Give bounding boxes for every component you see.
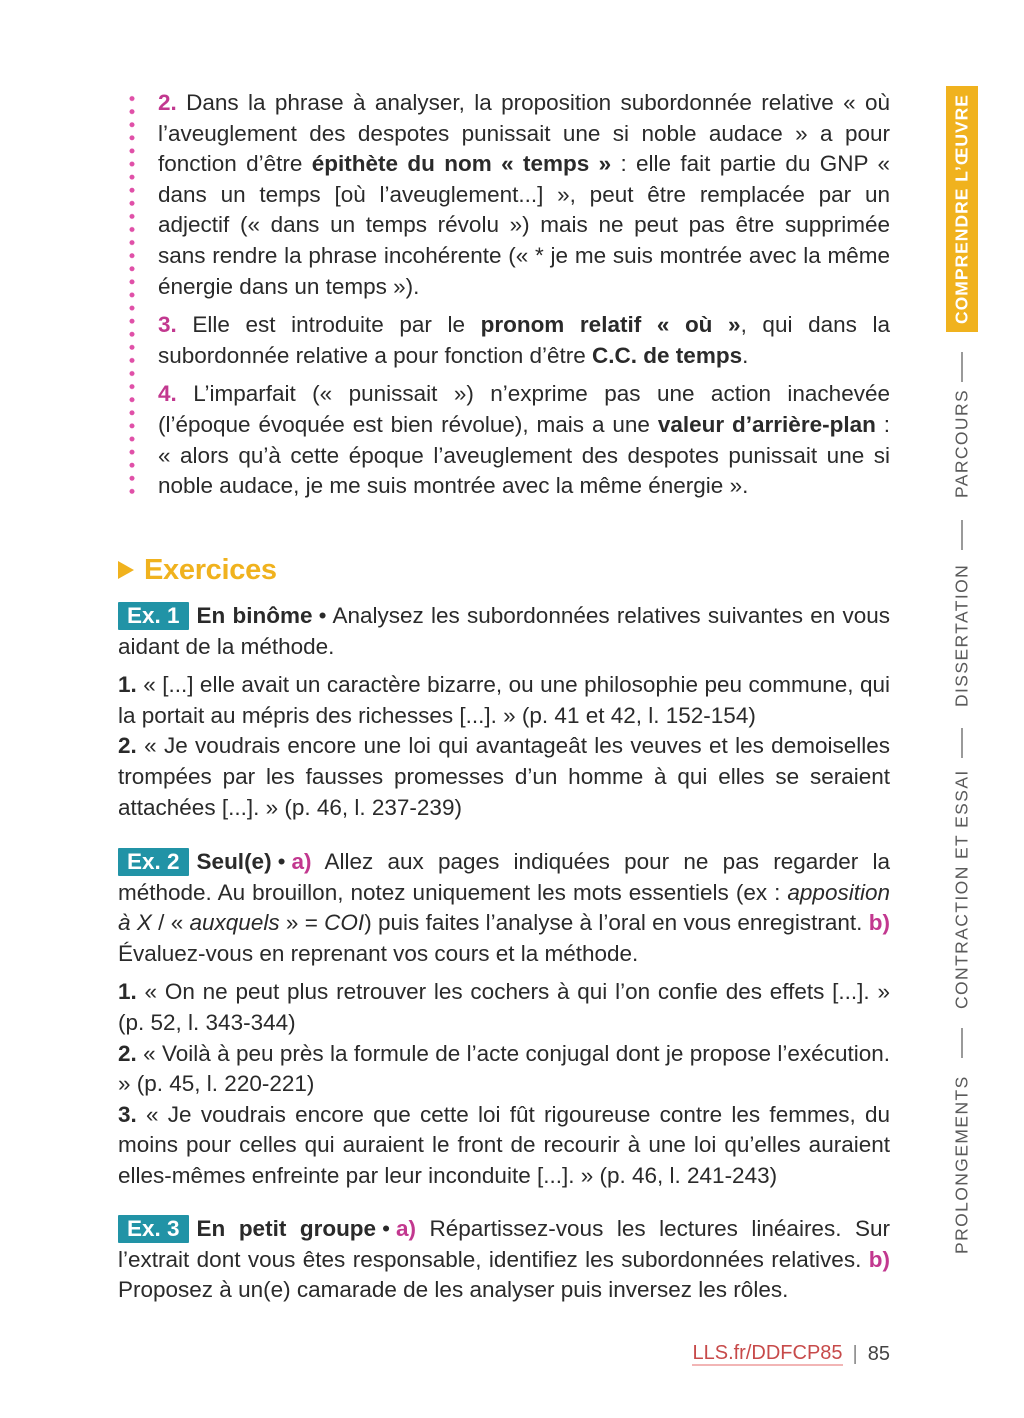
answer-number: 3. [158, 312, 177, 338]
exercise-mode: Seul(e) [196, 849, 272, 874]
exercise-mode: En binôme [196, 603, 313, 628]
exercise-instruction [118, 847, 890, 969]
dotted-rule [128, 92, 136, 500]
instruction-text: Proposez à un(e) camarade de les analyser puis inversez les rôles. [118, 1277, 789, 1303]
answer-item [158, 379, 890, 501]
bullet: • [277, 849, 286, 874]
answer-text: Dans la phrase à analyser, la proposition subordonnée relative « où l’aveuglement des despotes punissait une si noble audace » a pour fonction d’être [158, 90, 890, 177]
answer-item [158, 310, 890, 371]
item-text: « Je voudrais encore que cette loi fût rigoureuse contre les femmes, du moins pour celles qui auraient le front de recourir à une loi qu’elles auraient elles-mêmes enfreinte par leur inconduite [...]. » (p. 46, l. 241-243) [118, 1101, 890, 1188]
answer-number: 4. [158, 381, 177, 407]
footer-separator: | [852, 1342, 858, 1365]
instruction-text: Répartissez-vous les lectures linéaires. Sur l’extrait dont vous êtes responsable, identifiez les subordonnées relatives. [118, 1216, 890, 1272]
instruction-text: » = [279, 910, 325, 936]
item-text: « Je voudrais encore une loi qui avantageât les veuves et les demoiselles trompées par les fausses promesses d’un homme à qui elles se seraient attachées [...]. » (p. 46, l. 237-239) [118, 733, 890, 820]
exercise-item [118, 977, 890, 1038]
answer-bold-text: épithète du nom « temps » [311, 151, 612, 177]
instruction-text: / « [151, 910, 190, 936]
step-b-label: b) [868, 1246, 890, 1272]
item-number: 1. [118, 979, 137, 1005]
step-a-label: a) [291, 849, 312, 874]
side-nav-divider [961, 352, 963, 382]
item-text: « On ne peut plus retrouver les cochers à qui l’on confie des effets [...]. » (p. 52, l. 343-344) [118, 979, 890, 1035]
exercise-1 [118, 601, 890, 823]
item-number: 3. [118, 1101, 137, 1127]
exercise-item [118, 670, 890, 731]
item-text: « Voilà à peu près la formule de l’acte conjugal dont je propose l’exécution. » (p. 45, l. 220-221) [118, 1040, 890, 1097]
answer-text: Elle est introduite par le [176, 312, 481, 338]
step-b-label: b) [868, 910, 890, 936]
answer-text: , qui dans la subordonnée relative a pour fonction d’être [158, 312, 890, 368]
exercise-item [118, 1100, 890, 1192]
exercise-instruction [118, 601, 890, 662]
exercise-tag: Ex. 1 [118, 602, 189, 630]
step-a-label: a) [395, 1216, 416, 1241]
instruction-italic: auxquels [189, 910, 280, 936]
exercises-heading [118, 550, 277, 590]
instruction-italic: COI [324, 910, 365, 936]
page-number: 85 [867, 1342, 890, 1365]
exercise-3 [118, 1214, 890, 1306]
answer-text: L’imparfait (« punissait ») n’exprime pas une action inachevée (l’époque évoquée est bien révolue), mais a une [158, 381, 890, 437]
side-nav-divider [961, 728, 963, 758]
side-nav-comprendre[interactable]: COMPRENDRE L’ŒUVRE [946, 86, 978, 332]
side-nav-dissertation[interactable]: DISSERTATION [951, 563, 972, 707]
answer-item [158, 88, 890, 302]
side-nav-divider [961, 520, 963, 550]
instruction-text: ) puis faites l’analyse à l’oral en vous enregistrant. [364, 910, 863, 936]
answer-text: : « alors qu’à cette époque l’aveuglement des despotes punissait une si noble audace, je me suis montrée avec la même énergie ». [158, 411, 891, 499]
side-nav [946, 86, 978, 1258]
instruction-text: Analysez les subordonnées relatives suivantes en vous aidant de la méthode. [118, 603, 890, 659]
page-footer [692, 1342, 890, 1366]
bullet: • [318, 603, 327, 628]
bullet: • [382, 1216, 390, 1241]
item-number: 2. [118, 1040, 137, 1066]
answer-text: . [742, 342, 749, 368]
exercise-tag: Ex. 3 [118, 1215, 189, 1243]
exercise-item [118, 1039, 890, 1100]
side-nav-contraction-essai[interactable]: CONTRACTION ET ESSAI [951, 769, 972, 1009]
instruction-text: Allez aux pages indiquées pour ne pas regarder la méthode. Au brouillon, notez uniquement les mots essentiels (ex : [118, 849, 890, 905]
exercise-instruction [118, 1214, 890, 1306]
footer-link[interactable]: LLS.fr/DDFCP85 [692, 1342, 843, 1364]
item-text: « [...] elle avait un caractère bizarre, ou une philosophie peu commune, qui la portait au mépris des richesses [...]. » (p. 41 et 42, l. 152-154) [118, 672, 890, 728]
answer-number: 2. [158, 90, 177, 115]
side-nav-divider [961, 1028, 963, 1058]
exercise-mode: En petit groupe [196, 1216, 377, 1241]
side-nav-prolongements[interactable]: PROLONGEMENTS [951, 1075, 972, 1255]
triangle-bullet-icon [118, 561, 134, 579]
exercise-2 [118, 847, 890, 1192]
exercises-title: Exercices [144, 553, 277, 586]
exercise-item [118, 731, 890, 823]
instruction-text: Évaluez-vous en reprenant vos cours et la méthode. [118, 940, 639, 966]
item-number: 1. [118, 672, 137, 698]
exercise-tag: Ex. 2 [118, 848, 189, 876]
answer-bold-text: pronom relatif « où » [480, 312, 741, 338]
instruction-italic: apposition à X [118, 879, 890, 936]
side-nav-parcours[interactable]: PARCOURS [951, 388, 972, 498]
answer-bold-text: valeur d’arrière-plan [657, 411, 876, 437]
answer-text: : elle fait partie du GNP « dans un temps [où l’aveuglement...] », peut être remplacée par un adjectif (« dans un temps révolu ») mais ne peut pas être supprimée sans rendre la phrase incohérente (« * je me suis montrée avec la même énergie dans un temps »). [158, 151, 890, 299]
item-number: 2. [118, 733, 137, 759]
answers-block [158, 88, 890, 510]
answer-bold-text: C.C. de temps [592, 342, 743, 368]
